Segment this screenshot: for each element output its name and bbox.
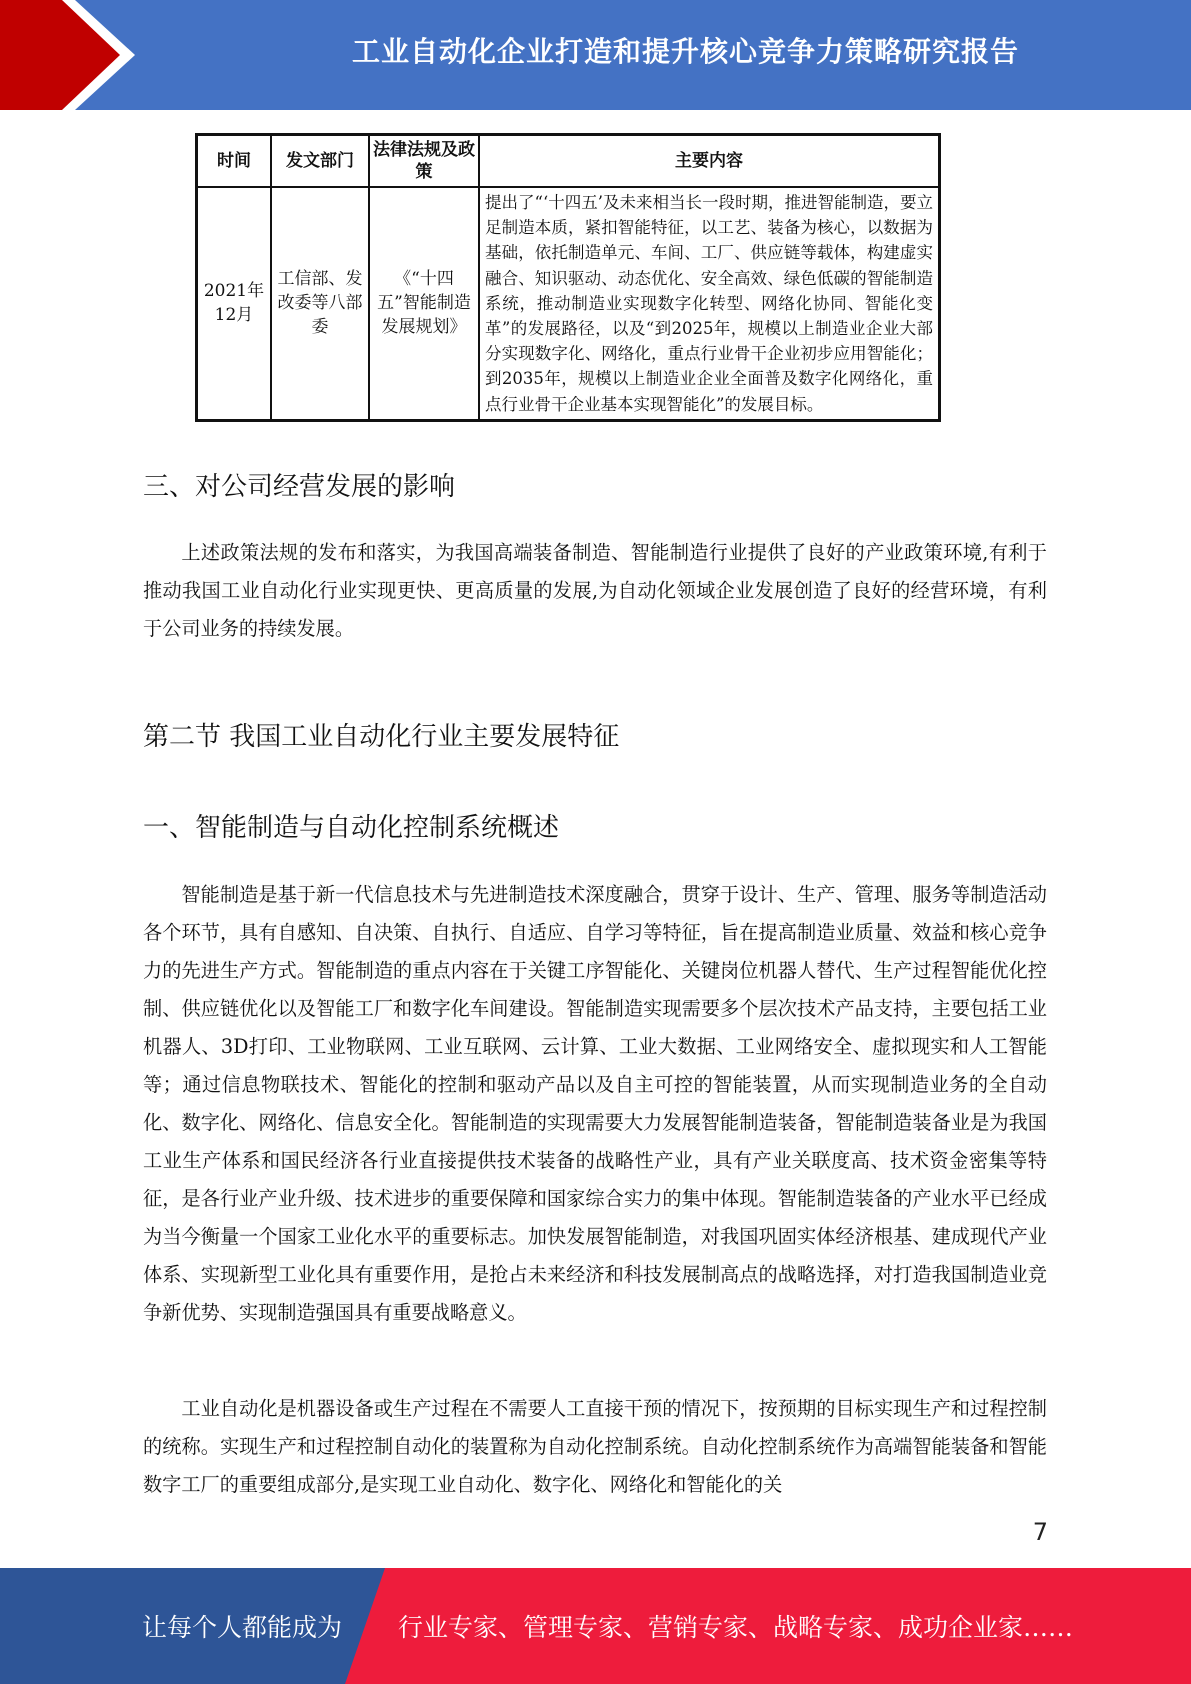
footer-slogan-right: 行业专家、管理专家、营销专家、战略专家、成功企业家……	[398, 1613, 1074, 1642]
header-policy: 法律法规及政策	[369, 135, 479, 188]
report-title: 工业自动化企业打造和提升核心竞争力策略研究报告	[351, 35, 1019, 68]
table-header-row	[197, 135, 940, 188]
policy-table	[195, 133, 941, 422]
cell-content: 提出了“‘十四五’及未来相当长一段时期，推进智能制造，要立足制造本质，紧扣智能特征，以工艺、装备为核心，以数据为基础，依托制造单元、车间、工厂、供应链等载体，构建虚实融合、知识驱动、动态优化、安全高效、绿色低碳的智能制造系统，推动制造业实现数字化转型、网络化协同、智能化变革”的发展路径，以及“到2025年，规模以上制造业企业大部分实现数字化、网络化，重点行业骨干企业初步应用智能化；到2035年，规模以上制造业企业全面普及数字化网络化，重点行业骨干企业基本实现智能化”的发展目标。	[479, 187, 940, 420]
cell-department: 工信部、发改委等八部委	[271, 187, 369, 420]
subsection1-heading: 一、智能制造与自动化控制系统概述	[143, 813, 560, 843]
cell-time: 2021年12月	[197, 187, 272, 420]
impact-paragraph: 上述政策法规的发布和落实，为我国高端装备制造、智能制造行业提供了良好的产业政策环境,有利于推动我国工业自动化行业实现更快、更高质量的发展,为自动化领域企业发展创造了良好的经营环境，有利于公司业务的持续发展。	[143, 541, 1047, 640]
industrial-automation-paragraph: 工业自动化是机器设备或生产过程在不需要人工直接干预的情况下，按预期的目标实现生产和过程控制的统称。实现生产和过程控制自动化的装置称为自动化控制系统。自动化控制系统作为高端智能装备和智能数字工厂的重要组成部分,是实现工业自动化、数字化、网络化和智能化的关	[143, 1397, 1047, 1496]
footer-slogan-left: 让每个人都能成为	[142, 1613, 343, 1642]
header-time: 时间	[197, 135, 272, 188]
page-number: 7	[1032, 1518, 1048, 1546]
section2-heading: 第二节 我国工业自动化行业主要发展特征	[143, 722, 620, 752]
intelligent-manufacturing-paragraph: 智能制造是基于新一代信息技术与先进制造技术深度融合，贯穿于设计、生产、管理、服务等制造活动各个环节，具有自感知、自决策、自执行、自适应、自学习等特征，旨在提高制造业质量、效益和核心竞争力的先进生产方式。智能制造的重点内容在于关键工序智能化、关键岗位机器人替代、生产过程智能优化控制、供应链优化以及智能工厂和数字化车间建设。智能制造实现需要多个层次技术产品支持，主要包括工业机器人、3D打印、工业物联网、工业互联网、云计算、工业大数据、工业网络安全、虚拟现实和人工智能等；通过信息物联技术、智能化的控制和驱动产品以及自主可控的智能装置，从而实现制造业务的全自动化、数字化、网络化、信息安全化。智能制造的实现需要大力发展智能制造装备，智能制造装备业是为我国工业生产体系和国民经济各行业直接提供技术装备的战略性产业，具有产业关联度高、技术资金密集等特征，是各行业产业升级、技术进步的重要保障和国家综合实力的集中体现。智能制造装备的产业水平已经成为当今衡量一个国家工业化水平的重要标志。加快发展智能制造，对我国巩固实体经济根基、建成现代产业体系、实现新型工业化具有重要作用，是抢占未来经济和科技发展制高点的战略选择，对打造我国制造业竞争新优势、实现制造强国具有重要战略意义。	[143, 883, 1047, 1324]
cell-policy: 《“十四五”智能制造发展规划》	[369, 187, 479, 420]
table-row	[197, 187, 940, 420]
header-department: 发文部门	[271, 135, 369, 188]
header-banner	[0, 0, 1191, 110]
impact-heading: 三、对公司经营发展的影响	[143, 472, 456, 502]
header-content: 主要内容	[479, 135, 940, 188]
footer-banner	[0, 1568, 1191, 1684]
